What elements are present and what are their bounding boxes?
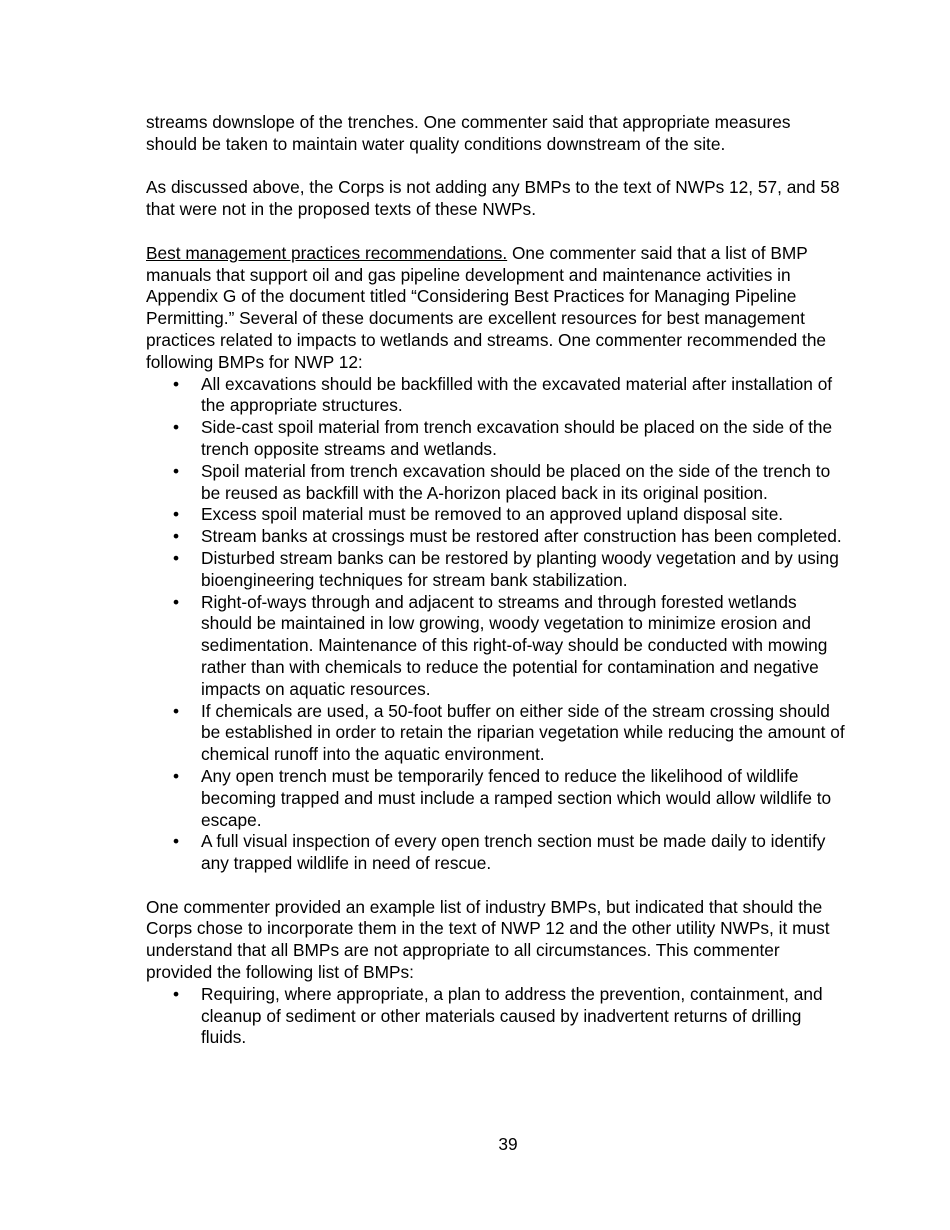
list-item: • Right-of-ways through and adjacent to streams and through forested wetlands should be maintained in low growing, woody vegetation to minimize erosion and sedimentation. Maintenance of this right-of-way should be conducted with mowing rather than with chemicals to reduce the potential for contamination and negative impacts on aquatic resources. <box>173 591 828 699</box>
bullet-icon: • <box>173 765 180 786</box>
list-item: • All excavations should be backfilled with the excavated material after installation of the appropriate structures. <box>173 373 833 416</box>
paragraph-continuation: streams downslope of the trenches. One commenter said that appropriate measures should be taken to maintain water quality conditions downstream of the site. <box>146 112 791 154</box>
list-item: • Disturbed stream banks can be restored by planting woody vegetation and by using bioengineering techniques for stream bank stabilization. <box>173 547 839 590</box>
bullet-icon: • <box>173 700 180 721</box>
bmp-list-nwp12 <box>146 374 846 875</box>
bullet-icon: • <box>173 373 180 394</box>
list-item: • Spoil material from trench excavation should be placed on the side of the trench to be reused as backfill with the A-horizon placed back in its original position. <box>173 460 831 503</box>
section-heading: Best management practices recommendations. <box>146 242 508 263</box>
page-number: 39 <box>498 1134 518 1154</box>
paragraph-corps-response: As discussed above, the Corps is not adding any BMPs to the text of NWPs 12, 57, and 58 that were not in the proposed texts of these NWPs. <box>146 177 840 220</box>
document-page <box>146 112 846 1049</box>
bullet-icon: • <box>173 983 180 1004</box>
paragraph-bmp-recommendations <box>146 243 846 374</box>
bullet-icon: • <box>173 547 180 568</box>
list-item: • Requiring, where appropriate, a plan to address the prevention, containment, and cleanup of sediment or other materials caused by inadvertent returns of drilling fluids. <box>173 983 823 1048</box>
industry-bmp-list <box>146 984 846 1049</box>
list-item: • Excess spoil material must be removed to an approved upland disposal site. <box>173 504 784 525</box>
bullet-icon: • <box>173 417 180 438</box>
list-item: • Any open trench must be temporarily fenced to reduce the likelihood of wildlife becoming trapped and must include a ramped section which would allow wildlife to escape. <box>173 765 832 830</box>
paragraph-body: One commenter said that a list of BMP manuals that support oil and gas pipeline development and maintenance activities in Appendix G of the document titled “Considering Best Practices for Managing Pipeline Permitting.” Several of these documents are excellent resources for best management practices related to impacts to wetlands and streams. One commenter recommended the following BMPs for NWP 12: <box>146 242 827 372</box>
bullet-icon: • <box>173 591 180 612</box>
list-item: • A full visual inspection of every open trench section must be made daily to identify any trapped wildlife in need of rescue. <box>173 831 826 874</box>
bullet-icon: • <box>173 504 180 525</box>
paragraph-industry-bmps: One commenter provided an example list of industry BMPs, but indicated that should the Corps chose to incorporate them in the text of NWP 12 and the other utility NWPs, it must understand that all BMPs are not appropriate to all circumstances. This commenter provided the following list of BMPs: <box>146 896 830 983</box>
list-item: • Side-cast spoil material from trench excavation should be placed on the side of the trench opposite streams and wetlands. <box>173 417 833 459</box>
list-item: • Stream banks at crossings must be restored after construction has been completed. <box>173 526 842 547</box>
bullet-icon: • <box>173 831 180 852</box>
bullet-icon: • <box>173 526 180 547</box>
list-item: • If chemicals are used, a 50-foot buffer on either side of the stream crossing should be established in order to retain the riparian vegetation while reducing the amount of chemical runoff into the aquatic environment. <box>173 700 845 765</box>
bullet-icon: • <box>173 460 180 481</box>
